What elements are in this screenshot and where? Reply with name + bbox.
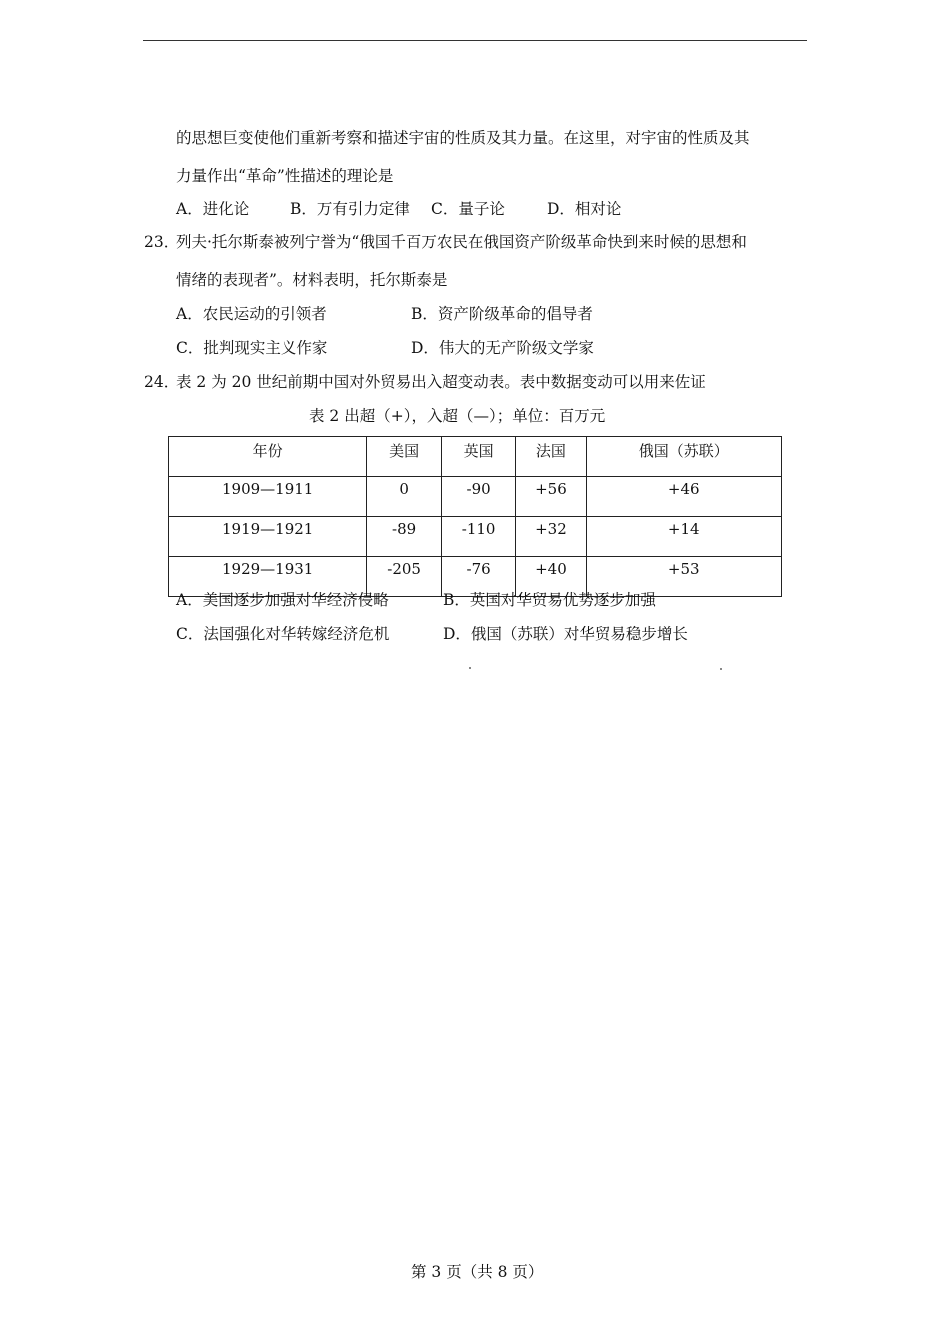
- q24-line-1: 表 2 为 20 世纪前期中国对外贸易出入超变动表。表中数据变动可以用来佐证: [176, 373, 706, 391]
- q23-line-2: 情绪的表现者”。材料表明，托尔斯泰是: [176, 271, 448, 289]
- q24-option-a: A．美国逐步加强对华经济侵略: [176, 591, 389, 609]
- q24-option-c: C．法国强化对华转嫁经济危机: [176, 625, 390, 643]
- page-number: 第 3 页（共 8 页）: [411, 1263, 544, 1281]
- table-cell: -89: [367, 517, 442, 557]
- table-cell: -205: [367, 557, 442, 597]
- prev-option-a: A．进化论: [176, 200, 250, 218]
- table-cell: -76: [441, 557, 516, 597]
- scan-speck: [469, 667, 471, 669]
- table-cell: -90: [441, 477, 516, 517]
- table-cell: 1929—1931: [169, 557, 367, 597]
- table-cell: -110: [441, 517, 516, 557]
- table-cell: 1909—1911: [169, 477, 367, 517]
- table-header-cell: 年份: [169, 437, 367, 477]
- table-cell: +56: [516, 477, 586, 517]
- table-header-cell: 俄国（苏联）: [586, 437, 782, 477]
- table-header-cell: 英国: [441, 437, 516, 477]
- table-header-cell: 法国: [516, 437, 586, 477]
- prev-question-line-2: 力量作出“革命”性描述的理论是: [176, 167, 394, 185]
- q24-number: 24．: [144, 373, 180, 391]
- table-cell: +46: [586, 477, 782, 517]
- q24-option-d: D．俄国（苏联）对华贸易稳步增长: [443, 625, 688, 643]
- table-cell: +40: [516, 557, 586, 597]
- table-cell: +14: [586, 517, 782, 557]
- prev-option-b: B．万有引力定律: [290, 200, 410, 218]
- prev-question-line-1: 的思想巨变使他们重新考察和描述宇宙的性质及其力量。在这里，对宇宙的性质及其: [176, 129, 750, 147]
- q23-option-a: A．农民运动的引领者: [176, 305, 327, 323]
- q23-option-c: C．批判现实主义作家: [176, 339, 328, 357]
- table-header-cell: 美国: [367, 437, 442, 477]
- scan-speck: [720, 668, 722, 670]
- prev-option-d: D．相对论: [547, 200, 622, 218]
- table-cell: +32: [516, 517, 586, 557]
- table-caption: 表 2 出超（+），入超（—）；单位：百万元: [309, 407, 606, 425]
- table-header-row: [169, 437, 782, 477]
- q24-option-b: B．英国对华贸易优势逐步加强: [443, 591, 656, 609]
- trade-table: [168, 436, 782, 597]
- table-row: [169, 517, 782, 557]
- header-rule: [143, 40, 807, 41]
- q23-number: 23．: [144, 233, 180, 251]
- table-cell: 1919—1921: [169, 517, 367, 557]
- q23-option-d: D．伟大的无产阶级文学家: [411, 339, 594, 357]
- table-cell: +53: [586, 557, 782, 597]
- q23-line-1: 列夫·托尔斯泰被列宁誉为“俄国千百万农民在俄国资产阶级革命快到来时候的思想和: [176, 233, 747, 251]
- prev-option-c: C．量子论: [431, 200, 505, 218]
- table-cell: 0: [367, 477, 442, 517]
- table-row: [169, 477, 782, 517]
- q23-option-b: B．资产阶级革命的倡导者: [411, 305, 593, 323]
